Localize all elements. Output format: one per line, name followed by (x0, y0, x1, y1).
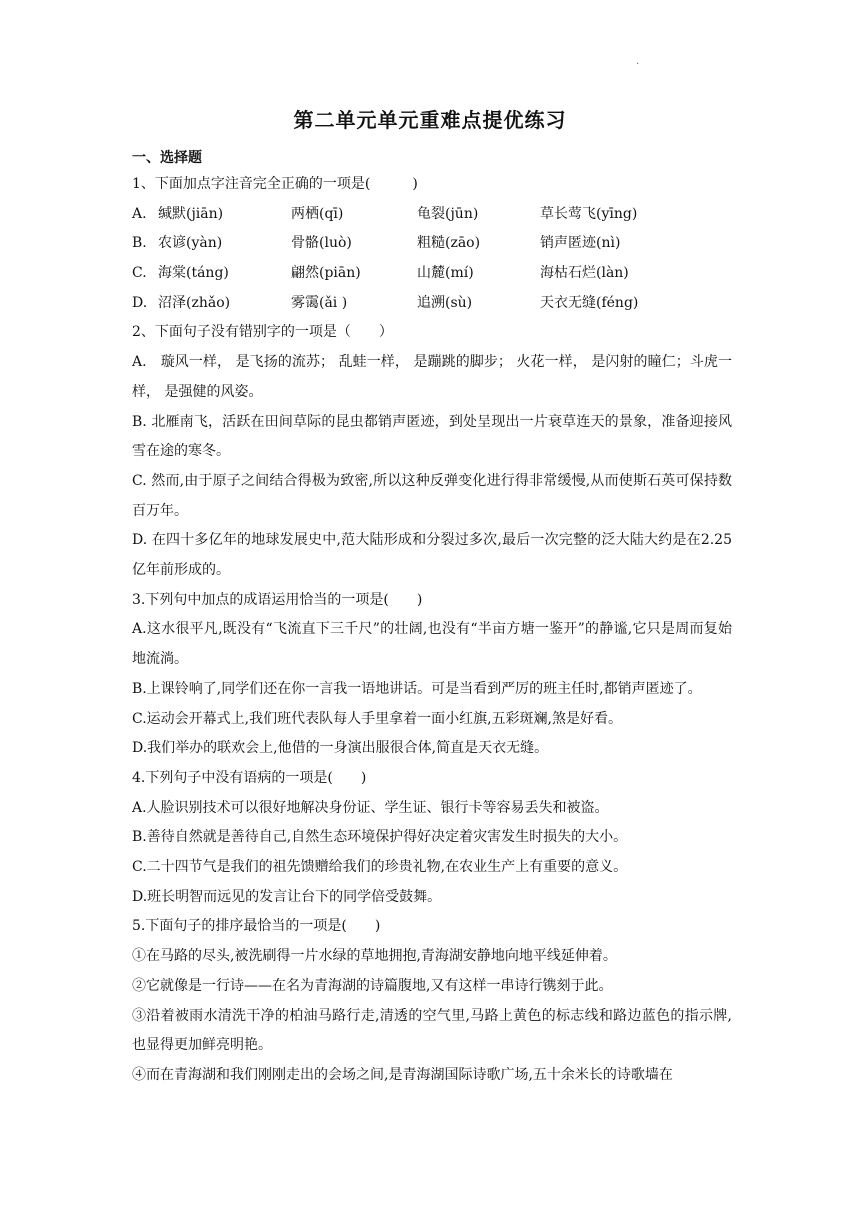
option-item: 农谚(yàn) (158, 235, 223, 252)
option-item: 沼泽(zhǎo) (158, 294, 231, 311)
q3-option-d: D.我们举办的联欢会上,他借的一身演出服很合体,简直是天衣无缝。 (132, 740, 549, 757)
q4-option-a: A.人脸识别技术可以很好地解决身份证、学生证、银行卡等容易丢失和被盗。 (132, 799, 609, 816)
option-item: 天衣无缝(féng) (540, 294, 639, 311)
option-item: 翩然(piān) (291, 265, 361, 282)
option-item: 缄默(jiān) (158, 205, 224, 222)
q4-option-b: B.善待自然就是善待自己,自然生态环境保护得好决定着灾害发生时损失的大小。 (132, 829, 628, 846)
option-item: 骨骼(luò) (291, 235, 352, 252)
option-item: 海枯石烂(làn) (540, 265, 629, 282)
q5-sentence-3: ③沿着被雨水清洗干净的柏油马路行走,清透的空气里,马路上黄色的标志线和路边蓝色的指示牌,也显得更加鲜亮明艳。 (132, 1007, 732, 1054)
q3-option-a: A.这水很平凡,既没有“飞流直下三千尺”的壮阔,也没有“半亩方塘一鉴开”的静谧,它只是周而复始地流淌。 (132, 621, 732, 668)
option-item: 销声匿迹(nì) (540, 235, 621, 252)
option-item: 草长莺飞(yīng) (540, 205, 638, 222)
page-title: 第二单元单元重难点提优练习 (293, 108, 567, 132)
q1-stem: 1、下面加点字注音完全正确的一项是( ) (132, 176, 418, 192)
option-item: 龟裂(jūn) (417, 205, 479, 222)
q2-option-d: D. 在四十多亿年的地球发展史中,范大陆形成和分裂过多次,最后一次完整的泛大陆大约是在2.25亿年前形成的。 (132, 532, 732, 579)
q2-option-a: A. 璇风一样， 是飞扬的流苏； 乱蛙一样， 是蹦跳的脚步； 火花一样， 是闪射的瞳仁；斗虎一样， 是强健的风姿。 (132, 354, 732, 400)
q1-option-b (132, 229, 732, 259)
q3-stem: 3.下列句中加点的成语运用恰当的一项是( ) (132, 591, 423, 608)
q1-option-c (132, 259, 732, 289)
option-item: 追溯(sù) (417, 294, 473, 311)
q2-option-c: C. 然而,由于原子之间结合得极为致密,所以这种反弹变化进行得非常缓慢,从而使斯石英可保持数百万年。 (132, 472, 732, 519)
option-item: 两栖(qī) (291, 205, 344, 222)
q3-option-c: C.运动会开幕式上,我们班代表队每人手里拿着一面小红旗,五彩斑斓,煞是好看。 (132, 710, 623, 727)
q4-stem: 4.下列句子中没有语病的一项是( ) (132, 769, 367, 786)
q2-option-b: B. 北雁南飞，活跃在田间草际的昆虫都销声匿迹，到处呈现出一片衰草连天的景象，准备迎接风雪在途的寒冬。 (132, 413, 732, 460)
option-item: 粗糙(zāo) (417, 235, 481, 252)
option-item: 海棠(táng) (158, 265, 229, 282)
q5-stem: 5.下面句子的排序最恰当的一项是( ) (132, 918, 381, 935)
question-list (132, 170, 732, 1091)
q5-sentence-4: ④而在青海湖和我们刚刚走出的会场之间,是青海湖国际诗歌广场,五十余米长的诗歌墙在 (132, 1066, 673, 1083)
q2-stem: 2、下面句子没有错别字的一项是（ ） (132, 324, 393, 341)
option-letter: D. (132, 294, 148, 311)
q1-option-d (132, 289, 732, 319)
page-dot-mark: . (636, 56, 640, 67)
option-letter: B. (132, 235, 147, 252)
q1-option-a (132, 200, 732, 230)
option-item: 雾霭(ǎi ) (291, 294, 348, 311)
option-item: 山麓(mí) (417, 265, 474, 282)
q4-option-d: D.班长明智而远见的发言让台下的同学倍受鼓舞。 (132, 888, 442, 905)
q3-option-b: B.上课铃响了,同学们还在你一言我一语地讲话。可是当看到严厉的班主任时,都销声匿迹了。 (132, 680, 702, 697)
q4-option-c: C.二十四节气是我们的祖先馈赠给我们的珍贵礼物,在农业生产上有重要的意义。 (132, 859, 628, 876)
q5-sentence-2: ②它就像是一行诗——在名为青海湖的诗篇腹地,又有这样一串诗行镌刻于此。 (132, 977, 613, 994)
section-heading: 一、选择题 (132, 150, 202, 166)
option-letter: C. (132, 265, 147, 282)
q5-sentence-1: ①在马路的尽头,被洗刷得一片水绿的草地拥抱,青海湖安静地向地平线延伸着。 (132, 948, 617, 965)
option-letter: A. (132, 205, 147, 222)
